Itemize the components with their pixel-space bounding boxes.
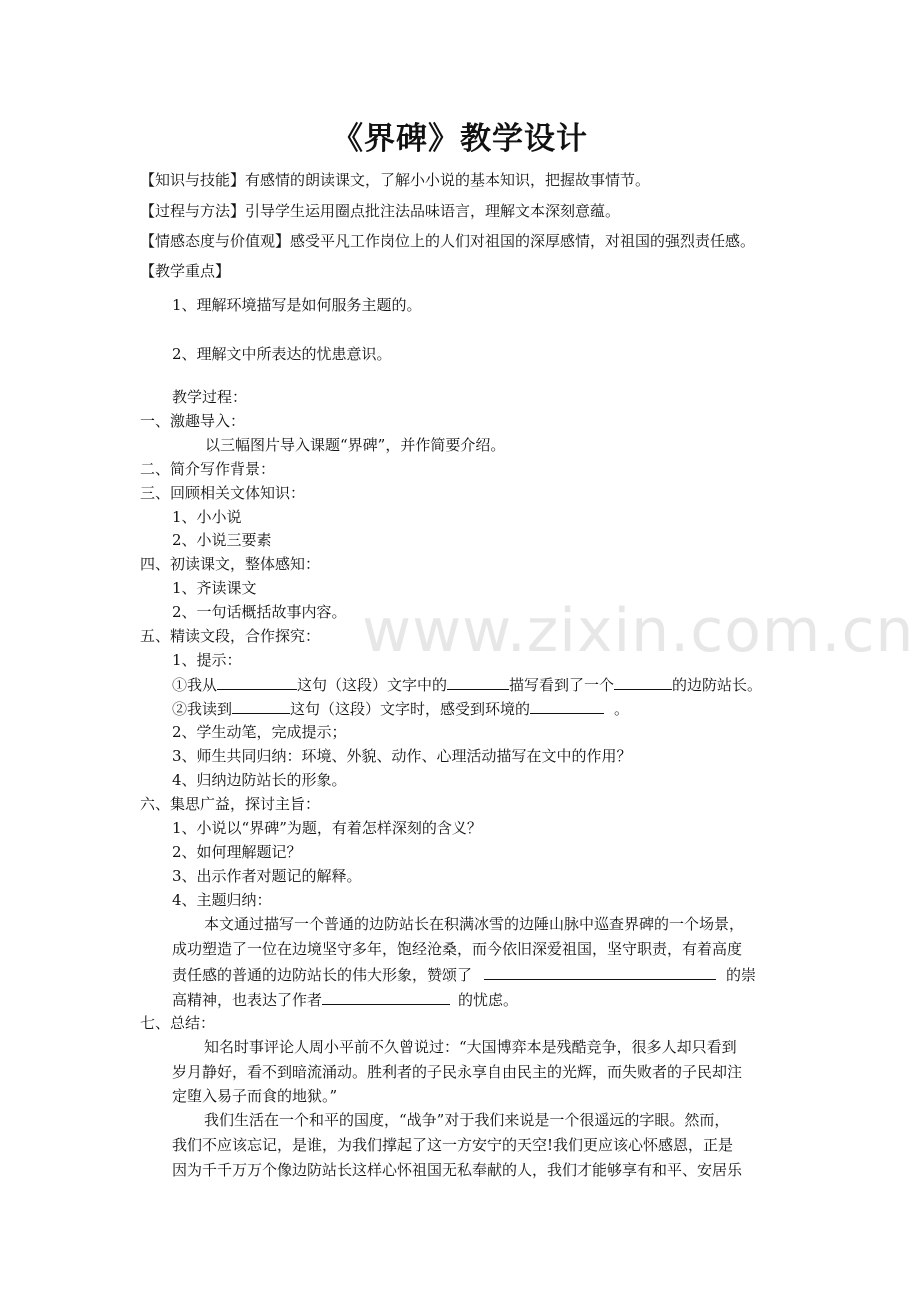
key-point-2: 2、理解文中所表达的忧患意识。 [172, 345, 392, 363]
fill-prompt-1-part-c: 描写看到了一个 [509, 676, 615, 694]
section-6-heading: 六、集思广益，探讨主旨： [140, 795, 321, 813]
fill-prompt-2-part-c: 。 [614, 700, 630, 718]
quote-line-1: 知名时事评论人周小平前不久曾说过：“大国博弈本是残酷竞争，很多人却只看到 [204, 1038, 737, 1056]
blank-4 [232, 698, 290, 714]
blank-6 [484, 964, 716, 980]
section-5-item-4: 4、归纳边防站长的形象。 [172, 771, 347, 789]
quote-line-2: 岁月静好，看不到暗流涌动。胜利者的子民永享自由民主的光辉，而失败者的子民却注 [172, 1063, 743, 1081]
theme-text-line-1: 本文通过描写一个普通的边防站长在积满冰雪的边陲山脉中巡查界碑的一个场景， [204, 915, 745, 933]
section-5-heading: 五、精读文段，合作探究： [140, 627, 321, 645]
fill-prompt-1-part-a: ①我从 [172, 676, 218, 694]
blank-2 [447, 674, 509, 690]
theme-text-line-2: 成功塑造了一位在边境坚守多年，饱经沧桑，而今依旧深爱祖国，坚守职责，有着高度 [172, 940, 743, 958]
blank-7 [322, 989, 450, 1005]
blank-1 [217, 674, 297, 690]
section-3-item-1: 1、小小说 [172, 508, 242, 526]
theme-text-line-4-part-b: 的忧虑。 [458, 991, 519, 1009]
objective-knowledge: 【知识与技能】有感情的朗读课文，了解小小说的基本知识，把握故事情节。 [140, 171, 651, 189]
fill-prompt-2 [172, 698, 629, 719]
section-4-heading: 四、初读课文，整体感知： [140, 555, 321, 573]
blank-3 [614, 674, 672, 690]
fill-prompt-1 [172, 674, 762, 695]
section-5-item-2: 2、学生动笔，完成提示； [172, 723, 347, 741]
reflection-line-2: 我们不应该忘记，是谁，为我们撑起了这一方安宁的天空!我们更应该心怀感恩，正是 [172, 1136, 734, 1154]
section-7-heading: 七、总结： [140, 1014, 216, 1032]
theme-text-line-4-part-a: 高精神，也表达了作者 [172, 991, 323, 1009]
section-6-item-2: 2、如何理解题记？ [172, 843, 302, 861]
section-6-item-3: 3、出示作者对题记的解释。 [172, 867, 362, 885]
process-heading: 教学过程： [172, 388, 248, 406]
site-watermark: www.zixin.com.cn [362, 596, 915, 666]
section-6-item-1: 1、小说以“界碑”为题，有着怎样深刻的含义？ [172, 819, 482, 837]
theme-text-line-3 [172, 964, 756, 985]
reflection-line-1: 我们生活在一个和平的国度，“战争”对于我们来说是一个很遥远的字眼。然而， [204, 1111, 730, 1129]
quote-line-3: 定堕入易子而食的地狱。” [172, 1087, 338, 1105]
theme-text-line-4 [172, 989, 518, 1010]
section-3-heading: 三、回顾相关文体知识： [140, 484, 306, 502]
blank-5 [530, 698, 604, 714]
key-point-1: 1、理解环境描写是如何服务主题的。 [172, 296, 422, 314]
section-1-text: 以三幅图片导入课题“界碑”，并作简要介绍。 [205, 436, 506, 454]
section-2-heading: 二、简介写作背景： [140, 460, 276, 478]
section-4-item-2: 2、一句话概括故事内容。 [172, 603, 347, 621]
document-title: 《界碑》教学设计 [332, 121, 588, 157]
theme-text-line-3-part-a: 责任感的普通的边防站长的伟大形象，赞颂了 [172, 966, 473, 984]
section-3-item-2: 2、小说三要素 [172, 531, 272, 549]
section-1-heading: 一、激趣导入： [140, 412, 246, 430]
objective-process: 【过程与方法】引导学生运用圈点批注法品味语言，理解文本深刻意蕴。 [140, 202, 621, 220]
fill-prompt-1-part-d: 的边防站长。 [672, 676, 763, 694]
key-points-heading: 【教学重点】 [140, 262, 231, 280]
section-5-item-3: 3、师生共同归纳：环境、外貌、动作、心理活动描写在文中的作用？ [172, 747, 632, 765]
fill-prompt-2-part-a: ②我读到 [172, 700, 233, 718]
section-5-item-1: 1、提示： [172, 651, 242, 669]
theme-text-line-3-part-b: 的崇 [726, 966, 757, 984]
fill-prompt-1-part-b: 这句（这段）文字中的 [297, 676, 448, 694]
fill-prompt-2-part-b: 这句（这段）文字时，感受到环境的 [290, 700, 531, 718]
section-6-item-4: 4、主题归纳： [172, 891, 272, 909]
objective-emotion: 【情感态度与价值观】感受平凡工作岗位上的人们对祖国的深厚感情，对祖国的强烈责任感。 [140, 232, 756, 250]
reflection-line-3: 因为千千万万个像边防站长这样心怀祖国无私奉献的人，我们才能够享有和平、安居乐 [172, 1161, 743, 1179]
section-4-item-1: 1、齐读课文 [172, 579, 257, 597]
